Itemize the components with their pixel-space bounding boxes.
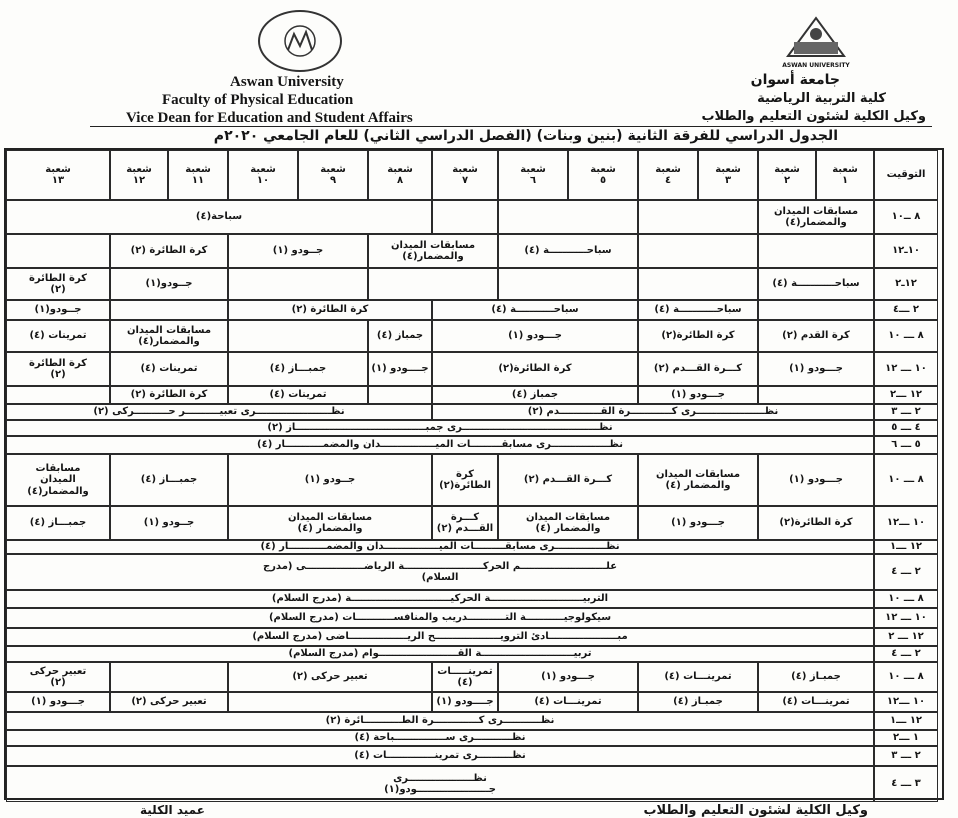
class-cell: نظـــــــــــــــرى مسابقـــــــــات الميــــــــــــــــدان والمضمـــــــــــار (٤) (6, 540, 874, 554)
logo-caption: ASWAN UNIVERSITY (782, 62, 850, 69)
empty-cell (228, 268, 368, 300)
class-cell: جــــودو (١) (432, 692, 498, 712)
empty-cell (110, 300, 228, 320)
time-slot: ٢ ـــ ٣ (874, 404, 938, 420)
time-column-header: التوقيت (874, 150, 938, 200)
section-label: شعبة (590, 163, 616, 175)
class-cell: مسابقات الميدان والمضمار (٤) (498, 506, 638, 540)
empty-cell (368, 268, 498, 300)
class-cell: جـــودو (١) (638, 506, 758, 540)
class-cell: تمرينات (٤) (6, 320, 110, 352)
class-cell: كرة الطائرة(٢) (758, 506, 874, 540)
class-cell: كرة الطائرة(٢) (432, 454, 498, 506)
class-cell: جــودو (١) (228, 234, 368, 268)
class-cell: مسابقات الميدان والمضمار(٤) (6, 454, 110, 506)
empty-cell (228, 320, 368, 352)
class-cell: كرة الطائرة (٢) (6, 268, 110, 300)
class-cell: مسابقات الميدان والمضمار(٤) (110, 320, 228, 352)
class-cell: كـــرة القـــدم (٢) (638, 352, 758, 386)
section-header-13 (6, 150, 110, 200)
class-cell: جــــودو (١) (368, 352, 432, 386)
section-label: شعبة (185, 163, 211, 175)
time-slot: ١٠ ـــ١٢ (874, 692, 938, 712)
empty-cell (498, 200, 638, 234)
section-header-4 (638, 150, 698, 200)
section-number: ٧ (461, 175, 469, 186)
footer-vice-dean: وكيل الكلية لشئون التعليم والطلاب (643, 803, 868, 818)
time-slot: ٨ ـــ ١٠ (874, 662, 938, 692)
section-header-1 (816, 150, 874, 200)
university-name-ar: جامعة أسوان (750, 72, 840, 88)
empty-cell (498, 268, 638, 300)
class-cell: تمرينات (٤) (228, 386, 368, 404)
empty-cell (758, 386, 874, 404)
class-cell: جـــودو (١) (638, 386, 758, 404)
aswan-university-logo (780, 12, 852, 62)
empty-cell (110, 662, 228, 692)
class-cell: تعبير حركى (٢) (110, 692, 228, 712)
empty-cell (638, 234, 758, 268)
schedule-table (4, 148, 944, 800)
class-cell: كرة الطائرة (٢) (110, 386, 228, 404)
time-slot: ١٢ ـــ١ (874, 540, 938, 554)
section-number: ١٣ (51, 175, 65, 186)
class-cell: نظـــــــــــرى ســـــــــــــــباحة (٤) (6, 730, 874, 746)
section-number: ١ (841, 175, 849, 186)
section-header-8 (368, 150, 432, 200)
section-label: شعبة (126, 163, 152, 175)
class-cell: كـــرة القـــدم (٢) (498, 454, 638, 506)
time-slot: ٢ ـــ ٣ (874, 746, 938, 766)
class-cell: كرة الطائرة (٢) (110, 234, 228, 268)
class-cell: تمرينـــات (٤) (758, 692, 874, 712)
time-slot: ١٠ـ١٢ (874, 234, 938, 268)
class-cell: جمبـاز (٤) (638, 692, 758, 712)
class-cell: كرة الطائرة(٢) (638, 320, 758, 352)
empty-cell (368, 386, 432, 404)
section-number: ٨ (396, 175, 404, 186)
section-label: شعبة (774, 163, 800, 175)
time-slot: ١٢ ـــ٢ (874, 386, 938, 404)
class-cell: سباحـــــــــــة (٤) (498, 234, 638, 268)
class-cell: جمباز (٤) (432, 386, 638, 404)
class-cell: تعبير حركى (٢) (6, 662, 110, 692)
time-slot: ١٢ ـــ ٢ (874, 628, 938, 646)
section-header-12 (110, 150, 168, 200)
class-cell: جمباز (٤) (368, 320, 432, 352)
class-cell: نظــــــــــرى تمرينــــــــــــــات (٤) (6, 746, 874, 766)
header-divider (90, 126, 932, 127)
athletes-seal-icon (270, 24, 330, 58)
class-cell: سباحـــــــــــة (٤) (432, 300, 638, 320)
class-cell: تمرينـــات (٤) (638, 662, 758, 692)
time-slot: ٤ ـــ ٥ (874, 420, 938, 436)
time-slot: ١٢ ـــ١ (874, 712, 938, 730)
section-label: شعبة (520, 163, 546, 175)
class-cell: جـــودو (١) (6, 692, 110, 712)
time-slot: ١٠ ـــ ١٢ (874, 608, 938, 628)
class-cell: نظــــــــــــــــــــرى كــــــــــــرة القــــــــــــدم (٢) (432, 404, 874, 420)
footer-dean: عميد الكلية (140, 803, 205, 817)
section-number: ٦ (529, 175, 537, 186)
empty-cell (6, 234, 110, 268)
class-cell: مسابقات الميدان والمضمار (٤) (638, 454, 758, 506)
class-cell: جــودو (١) (228, 454, 432, 506)
section-number: ٥ (599, 175, 607, 186)
class-cell: كرة الطائرة(٢) (432, 352, 638, 386)
section-number: ٢ (783, 175, 791, 186)
time-slot: ٢ ـــ٤ (874, 300, 938, 320)
class-cell: كرة الطائرة (٢) (228, 300, 432, 320)
empty-cell (638, 268, 758, 300)
class-cell: سباحـــــــــــة (٤) (758, 268, 874, 300)
section-number: ١٠ (256, 175, 270, 186)
time-slot: ٣ ـــ ٤ (874, 766, 938, 802)
class-cell: كرة الطائرة (٢) (6, 352, 110, 386)
section-label: شعبة (45, 163, 71, 175)
time-slot: ٨ ــ١٠ (874, 200, 938, 234)
class-cell: نظـــــــــــــــــــرى جـــــــــــــــــــــودو(١) (6, 766, 874, 802)
class-cell: جـــودو (١) (498, 662, 638, 692)
empty-cell (758, 300, 874, 320)
class-cell: علـــــــــــــــــــــــــم الحركـــــــــــــــــــــــة الرياضـــــــــــــــــى (مدرج السلام) (6, 554, 874, 590)
section-number: ٩ (329, 175, 337, 186)
time-slot: ١٠ ـــ١٢ (874, 506, 938, 540)
section-header-7 (432, 150, 498, 200)
section-label: شعبة (320, 163, 346, 175)
class-cell: سيكولوجيـــــــــــة التـــــــــــدريب والمنافســـــــــــات (مدرج السلام) (6, 608, 874, 628)
empty-cell (638, 200, 758, 234)
class-cell: مبــــــــــــــــــــادئ الترويـــــــــــــــــــح الريـــــــــــــــــاضى (مدرج السلام) (6, 628, 874, 646)
section-header-10 (228, 150, 298, 200)
university-name-en: Aswan University (230, 74, 344, 90)
section-label: شعبة (452, 163, 478, 175)
class-cell: جـــودو (١) (758, 352, 874, 386)
class-cell: جمبـــاز (٤) (110, 454, 228, 506)
time-slot: ١٢ـ٢ (874, 268, 938, 300)
class-cell: تعبير حركى (٢) (228, 662, 432, 692)
class-cell: سباحـــــــــــة (٤) (638, 300, 758, 320)
section-header-6 (498, 150, 568, 200)
section-header-3 (698, 150, 758, 200)
section-label: شعبة (250, 163, 276, 175)
class-cell: نظــــــــــــــــــــــــــــــــــــــــرى جمبــــــــــــــــــــــــــــــــــــــاز (٢) (6, 420, 874, 436)
empty-cell (758, 234, 874, 268)
faculty-name-en: Faculty of Physical Education (162, 92, 354, 108)
section-header-11 (168, 150, 228, 200)
empty-cell (6, 386, 110, 404)
class-cell: سباحة(٤) (6, 200, 432, 234)
section-label: شعبة (387, 163, 413, 175)
class-cell: تمرينات (٤) (110, 352, 228, 386)
university-emblem-icon (780, 12, 852, 62)
section-label: شعبة (655, 163, 681, 175)
class-cell: جــودو (١) (110, 506, 228, 540)
section-number: ١٢ (132, 175, 146, 186)
empty-cell (432, 200, 498, 234)
time-slot: ٨ ـــ ١٠ (874, 454, 938, 506)
class-cell: جــودو(١) (110, 268, 228, 300)
class-cell: مسابقات الميدان والمضمار(٤) (368, 234, 498, 268)
section-label: شعبة (832, 163, 858, 175)
class-cell: نظـــــــــــــــــرى مسابقـــــــــات الميــــــــــــــــدان والمضمـــــــــــار (٤) (6, 436, 874, 454)
time-slot: ١٠ ـــ ١٢ (874, 352, 938, 386)
time-slot: ٨ ـــ ١٠ (874, 320, 938, 352)
class-cell: جمبـــاز (٤) (228, 352, 368, 386)
class-cell: تربيـــــــــــــــــــــــــــة القـــــــــــــــــــــــوام (مدرج السلام) (6, 646, 874, 662)
section-label: شعبة (715, 163, 741, 175)
schedule-title: الجدول الدراسي للفرقة الثانية (بنين وبنات) (الفصل الدراسي الثاني) للعام الجامعي ٢٠٢٠م (213, 128, 838, 144)
class-cell: نظـــــــــــرى كـــــــــــــرة الطـــــــــــائرة (٢) (6, 712, 874, 730)
section-header-5 (568, 150, 638, 200)
faculty-name-ar: كلية التربية الرياضية (757, 91, 886, 106)
time-slot: ٨ ـــ ١٠ (874, 590, 938, 608)
class-cell: مسابقات الميدان والمضمار (٤) (228, 506, 432, 540)
class-cell: جـــودو (١) (758, 454, 874, 506)
class-cell: جـــودو (١) (432, 320, 638, 352)
class-cell: التربيـــــــــــــــــــــــــــة الحركيـــــــــــــــــــــــــــــة (مدرج السلام) (6, 590, 874, 608)
section-number: ٤ (664, 175, 672, 186)
class-cell: جــودو(١) (6, 300, 110, 320)
class-cell: نظــــــــــــــــــــــرى تعبيــــــــــر حــــــــــركى (٢) (6, 404, 432, 420)
section-header-9 (298, 150, 368, 200)
section-header-2 (758, 150, 816, 200)
class-cell: كرة القدم (٢) (758, 320, 874, 352)
class-cell: مسابقات الميدان والمضمار(٤) (758, 200, 874, 234)
vice-dean-en: Vice Dean for Education and Student Affairs (126, 110, 413, 126)
time-slot: ٢ ـــ ٤ (874, 554, 938, 590)
time-slot: ٢ ـــ ٤ (874, 646, 938, 662)
class-cell: كـــرة القـــدم (٢) (432, 506, 498, 540)
section-number: ٣ (724, 175, 732, 186)
empty-cell (228, 692, 432, 712)
class-cell: تمرينـــــات (٤) (432, 662, 498, 692)
vice-dean-ar: وكيل الكلية لشئون التعليم والطلاب (701, 109, 926, 124)
faculty-seal (258, 10, 342, 72)
class-cell: تمرينـــات (٤) (498, 692, 638, 712)
class-cell: جمبـــاز (٤) (6, 506, 110, 540)
time-slot: ٥ ـــ ٦ (874, 436, 938, 454)
time-slot: ١ ـــ٢ (874, 730, 938, 746)
class-cell: جمبـاز (٤) (758, 662, 874, 692)
section-number: ١١ (191, 175, 205, 186)
